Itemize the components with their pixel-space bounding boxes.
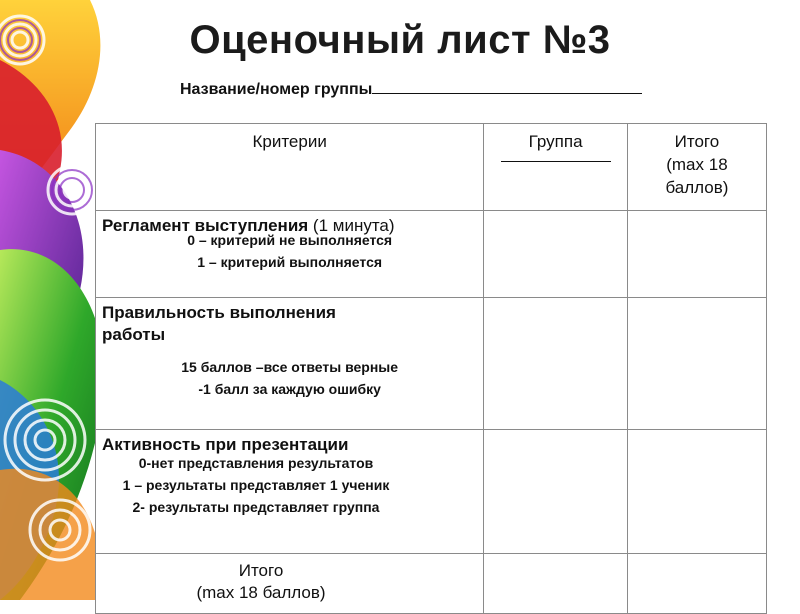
table-row <box>96 298 767 430</box>
header-group-label: Группа <box>528 132 583 151</box>
score-cell-total[interactable] <box>627 211 766 298</box>
score-cell-group[interactable] <box>484 211 628 298</box>
header-total-line3: баллов) <box>665 178 729 197</box>
footer-total-label: Итого <box>238 561 284 580</box>
criteria-note: 1 – результаты представляет 1 ученик <box>122 477 390 493</box>
score-cell-total[interactable] <box>627 430 766 554</box>
group-name-underline[interactable] <box>501 155 611 162</box>
page-title: Оценочный лист №3 <box>189 18 611 62</box>
header-criteria <box>96 124 484 211</box>
criteria-title-suffix: (1 минута) <box>308 216 395 235</box>
group-name-line <box>180 78 642 99</box>
criteria-cell-correctness <box>96 298 484 430</box>
header-total-line2: (max 18 <box>666 155 728 174</box>
criteria-note: 2- результаты представляет группа <box>132 499 380 515</box>
criteria-note: 0-нет представления результатов <box>138 455 374 471</box>
criteria-note: -1 балл за каждую ошибку <box>198 381 381 397</box>
score-cell-group[interactable] <box>484 430 628 554</box>
score-cell-group[interactable] <box>484 298 628 430</box>
score-cell-total[interactable] <box>627 298 766 430</box>
scoring-table <box>95 123 767 614</box>
group-name-label: Название/номер группы <box>180 81 373 98</box>
criteria-title: Активность при презентации <box>102 435 349 454</box>
criteria-title: Регламент выступления <box>102 216 309 235</box>
group-name-blank[interactable] <box>372 78 642 94</box>
criteria-title: Правильность выполнения работы <box>102 303 336 344</box>
table-row <box>96 211 767 298</box>
criteria-cell-activity <box>96 430 484 554</box>
table-row <box>96 430 767 554</box>
criteria-note: 0 – критерий не выполняется <box>187 232 393 248</box>
table-footer-row <box>96 554 767 614</box>
header-group <box>484 124 628 211</box>
criteria-note: 1 – критерий выполняется <box>197 254 383 270</box>
footer-score-total[interactable] <box>627 554 766 614</box>
table-header-row <box>96 124 767 211</box>
footer-total-cell <box>96 554 484 614</box>
criteria-cell-timing <box>96 211 484 298</box>
criteria-note: 15 баллов –все ответы верные <box>181 359 399 375</box>
footer-total-max: (max 18 баллов) <box>196 583 326 602</box>
header-total <box>627 124 766 211</box>
footer-score-group[interactable] <box>484 554 628 614</box>
header-criteria-label: Критерии <box>252 132 327 151</box>
header-total-line1: Итого <box>674 132 720 151</box>
